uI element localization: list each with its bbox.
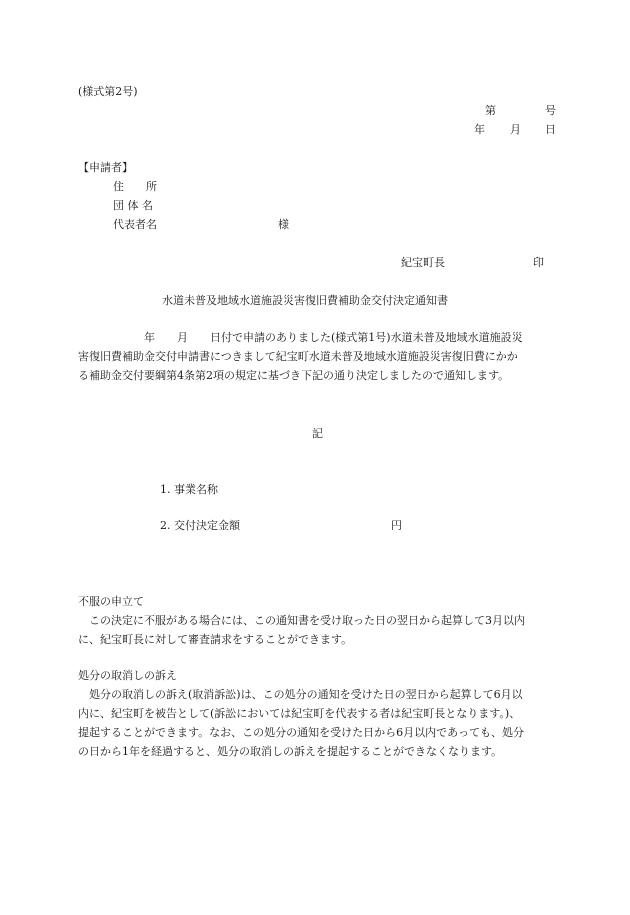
amount-unit: 円 <box>391 519 402 532</box>
doc-number-suffix: 号 <box>545 104 556 117</box>
lawsuit-line: 処分の取消しの訴え(取消訴訟)は、この処分の通知を受けた日の翌日から起算して6月以 <box>78 688 523 701</box>
applicant-heading: 【申請者】 <box>78 161 133 174</box>
document-title: 水道未普及地域水道施設災害復旧費補助金交付決定通知書 <box>162 294 448 307</box>
body-line: る補助金交付要綱第4条第2項の規定に基づき下記の通り決定しましたので通知します。 <box>78 369 510 382</box>
honorific: 様 <box>278 218 289 231</box>
appeal-line: この決定に不服がある場合には、この通知書を受け取った日の翌日から起算して3月以内 <box>78 614 525 627</box>
representative-label: 代表者名 <box>113 218 157 231</box>
ki-heading: 記 <box>312 427 323 440</box>
date-month: 月 <box>510 123 521 136</box>
appeal-paragraph <box>78 611 556 649</box>
appeal-heading: 不服の申立て <box>78 595 144 608</box>
form-number-label: (様式第2号) <box>78 85 138 98</box>
date-year: 年 <box>474 123 485 136</box>
body-line: 年 月 日付で申請のありました(様式第1号)水道未普及地域水道施設災 <box>78 331 523 344</box>
body-paragraph <box>78 328 556 385</box>
lawsuit-paragraph <box>78 685 556 761</box>
appeal-line: に、紀宝町長に対して審査請求をすることができます。 <box>78 633 353 646</box>
item-project-name: 1. 事業名称 <box>160 483 218 496</box>
item-grant-amount: 2. 交付決定金額 <box>160 519 240 532</box>
lawsuit-line: 提起することができます。なお、この処分の通知を受けた日から6月以内であっても、処分 <box>78 726 525 739</box>
organization-label: 団 体 名 <box>113 199 153 212</box>
seal-mark: 印 <box>533 256 544 269</box>
body-line: 害復旧費補助金交付申請書につきまして紀宝町水道未普及地域水道施設災害復旧費にかか <box>78 350 518 363</box>
address-label: 住 所 <box>113 180 157 193</box>
lawsuit-line: 内に、紀宝町を被告として(訴訟においては紀宝町を代表する者は紀宝町長となります。)、 <box>78 707 521 720</box>
date-day: 日 <box>545 123 556 136</box>
doc-number-prefix: 第 <box>485 104 496 117</box>
lawsuit-heading: 処分の取消しの訴え <box>78 669 177 682</box>
lawsuit-line: の日から1年を経過すると、処分の取消しの訴えを提起することができなくなります。 <box>78 745 503 758</box>
issuer-name: 紀宝町長 <box>401 256 445 269</box>
